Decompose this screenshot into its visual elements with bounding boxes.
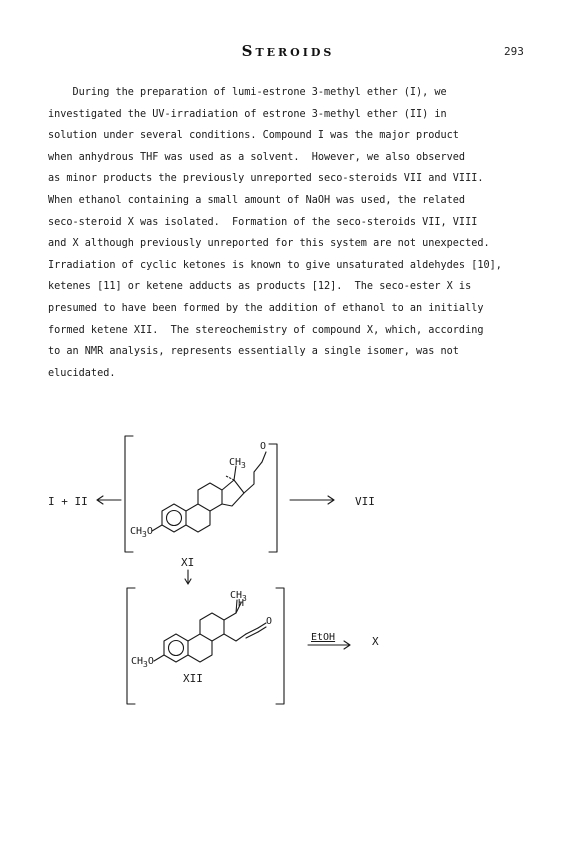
intermediate-xi-label: XI bbox=[181, 556, 195, 569]
paragraph-line: when anhydrous THF was used as a solvent. However, we also observed bbox=[48, 151, 466, 163]
structure-xi bbox=[152, 452, 266, 532]
product-vii-label: VII bbox=[355, 495, 375, 508]
paragraph-line: solution under several conditions. Compound I was the major product bbox=[48, 130, 459, 142]
intermediate-xii-label: XII bbox=[183, 672, 203, 685]
journal-title: Steroids bbox=[241, 42, 335, 60]
paragraph-line: When ethanol containing a small amount of NaOH was used, the related bbox=[48, 194, 466, 206]
bracket-xii bbox=[127, 588, 284, 704]
paragraph-line: to an NMR analysis, represents essentially a single isomer, was not bbox=[48, 346, 459, 358]
reagent-label: EtOH bbox=[311, 632, 336, 643]
paragraph-line: ketenes [11] or ketene adducts as products [12]. The seco-ester X is bbox=[48, 281, 472, 293]
paragraph-line: During the preparation of lumi-estrone 3-methyl ether (I), we bbox=[48, 87, 447, 98]
oxygen-label: O bbox=[260, 441, 267, 452]
paragraph-line: investigated the UV-irradiation of estrone 3-methyl ether (II) in bbox=[48, 108, 447, 120]
arrow-to-vii bbox=[290, 496, 334, 504]
methyl-label: $CH_3$ bbox=[229, 457, 246, 470]
paragraph-line: presumed to have been formed by the addition of ethanol to an initially bbox=[48, 302, 484, 314]
paragraph-line: as minor products the previously unreported seco-steroids VII and VIII. bbox=[48, 173, 484, 185]
arrow-xi-to-xii bbox=[185, 570, 191, 584]
hydrogen-label: H bbox=[238, 598, 245, 609]
paragraph-line: formed ketene XII. The stereochemistry of compound X, which, according bbox=[48, 324, 484, 336]
paragraph-line: and X although previously unreported for this system are not unexpected. bbox=[48, 238, 490, 250]
page-number: 293 bbox=[504, 45, 524, 58]
oxygen-label: O bbox=[266, 616, 273, 627]
methoxy-label: $CH_3O$ bbox=[130, 526, 153, 539]
paragraph-line: elucidated. bbox=[48, 367, 116, 379]
reactants-label: I + II bbox=[48, 495, 88, 508]
methoxy-label: $CH_3O$ bbox=[131, 656, 154, 669]
product-x-label: X bbox=[372, 635, 379, 648]
structure-xii bbox=[154, 600, 266, 662]
methyl-label: $CH_3$ bbox=[230, 590, 247, 603]
paragraph-line: seco-steroid X was isolated. Formation of the seco-steroids VII, VIII bbox=[48, 216, 478, 228]
paragraph-line: Irradiation of cyclic ketones is known to give unsaturated aldehydes [10], bbox=[48, 259, 502, 271]
arrow-to-reactants bbox=[97, 496, 121, 504]
